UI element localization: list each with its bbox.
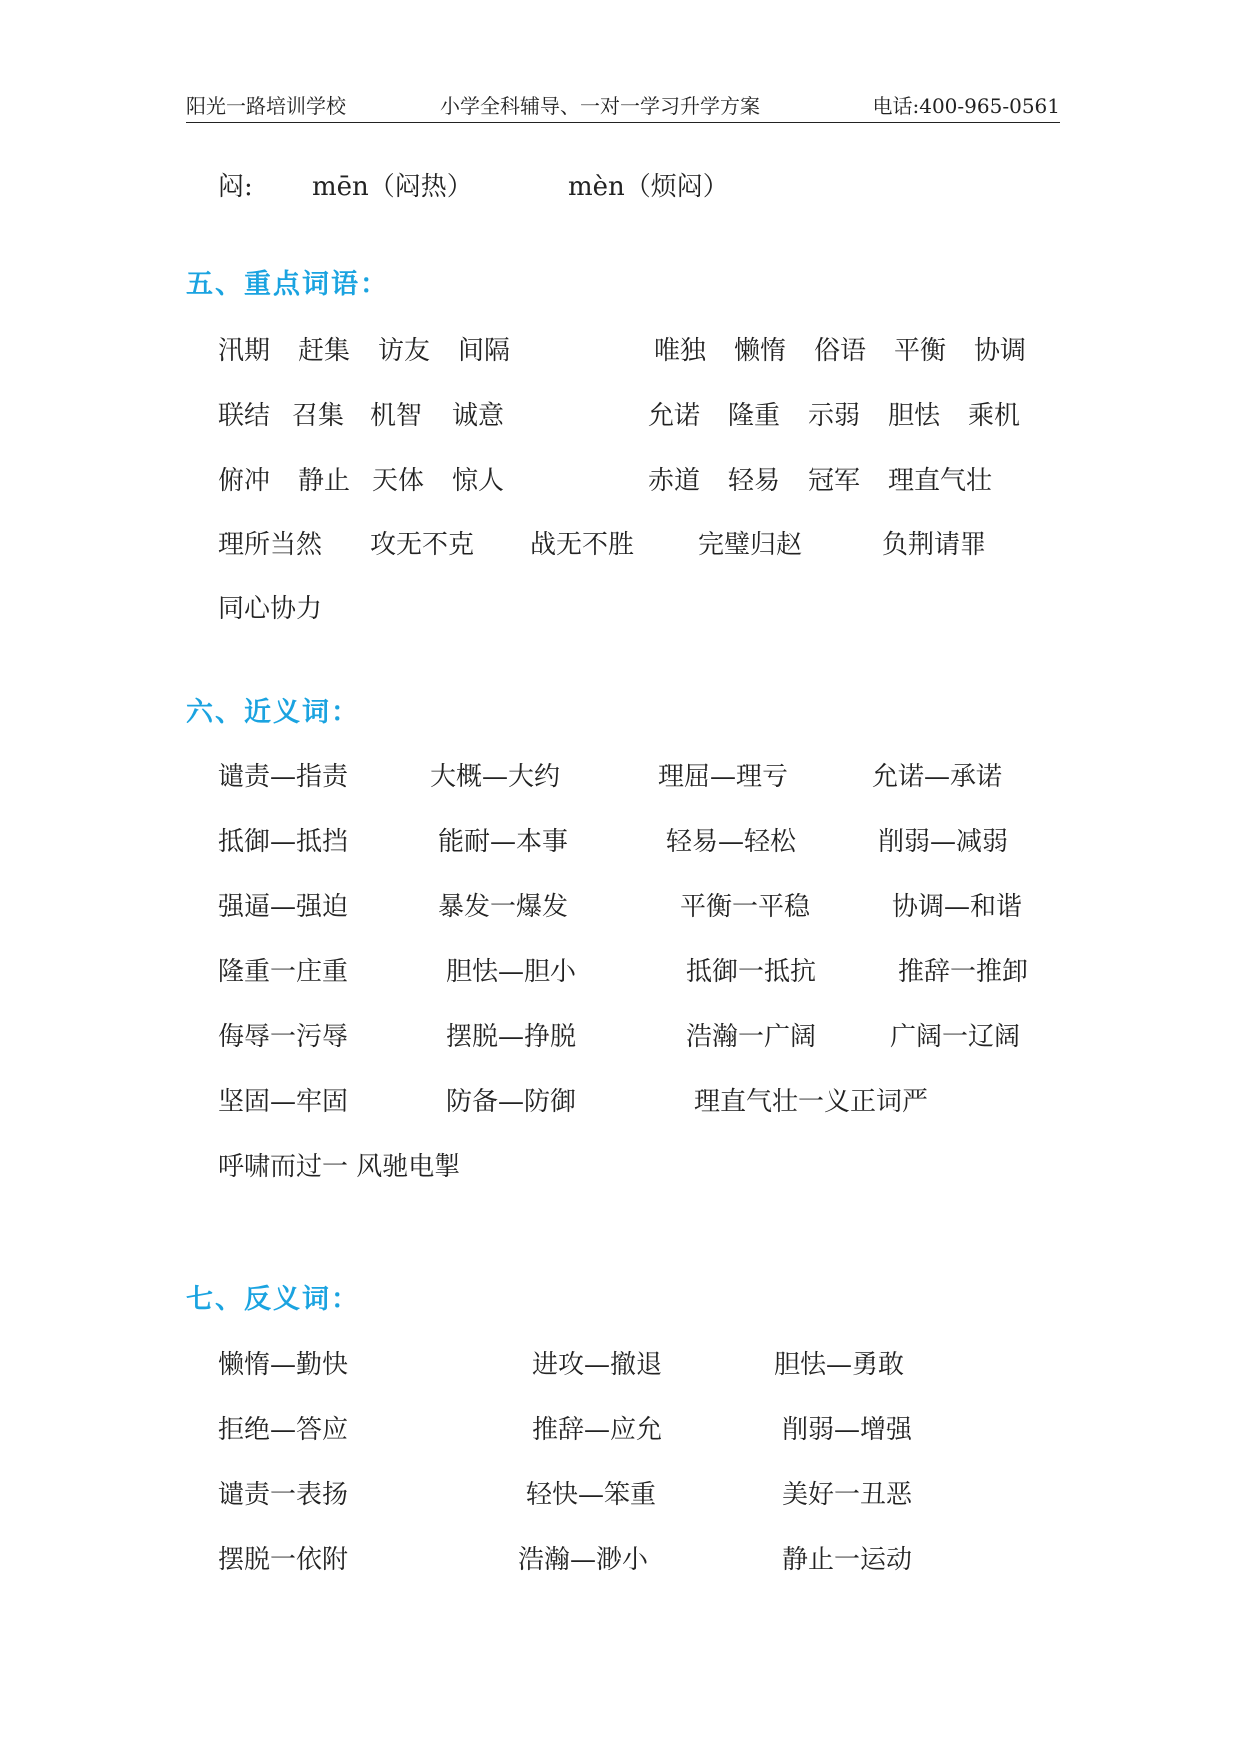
word-pair: 懒惰—勤快 — [218, 1350, 349, 1380]
word-pair: 削弱—减弱 — [878, 827, 1009, 857]
word: 间隔 — [458, 336, 511, 366]
word-pair: 坚固—牢固 — [218, 1087, 349, 1117]
word-pair: 浩瀚—渺小 — [518, 1545, 649, 1575]
word: 隆重 — [728, 401, 781, 431]
word: 允诺 — [648, 401, 701, 431]
word: 懒惰 — [734, 336, 787, 366]
word: 召集 — [292, 401, 345, 431]
pinyin-char: 闷: — [218, 172, 253, 202]
word-pair: 暴发一爆发 — [438, 892, 569, 922]
word: 理所当然 — [218, 530, 323, 560]
word-pair: 理屈—理亏 — [658, 762, 789, 792]
word: 赤道 — [648, 466, 701, 496]
word: 惊人 — [452, 466, 505, 496]
word-pair: 拒绝—答应 — [218, 1415, 349, 1445]
section5-title: 五、重点词语： — [186, 269, 389, 300]
word: 诚意 — [452, 401, 505, 431]
school-name: 阳光一路培训学校 — [186, 94, 346, 118]
word-pair: 隆重一庄重 — [218, 957, 349, 987]
word: 俯冲 — [218, 466, 271, 496]
word-pair: 削弱—增强 — [782, 1415, 913, 1445]
word: 胆怯 — [888, 401, 941, 431]
pinyin-reading-1: mēn（闷热） — [312, 172, 473, 202]
word: 访友 — [378, 336, 431, 366]
word-pair: 抵御一抵抗 — [686, 957, 817, 987]
word-pair: 静止一运动 — [782, 1545, 913, 1575]
word: 天体 — [372, 466, 425, 496]
word: 负荆请罪 — [882, 530, 987, 560]
word-pair: 美好一丑恶 — [782, 1480, 913, 1510]
word-pair: 协调—和谐 — [892, 892, 1023, 922]
word: 完璧归赵 — [698, 530, 803, 560]
word-pair: 胆怯—勇敢 — [774, 1350, 905, 1380]
word: 赶集 — [298, 336, 351, 366]
word: 同心协力 — [218, 594, 323, 624]
word-pair: 推辞—应允 — [532, 1415, 663, 1445]
word-pair: 轻快—笨重 — [526, 1480, 657, 1510]
word: 唯独 — [654, 336, 707, 366]
word-pair: 呼啸而过一 风驰电掣 — [218, 1152, 461, 1182]
word: 乘机 — [968, 401, 1021, 431]
word-pair: 轻易—轻松 — [666, 827, 797, 857]
word-pair: 平衡一平稳 — [680, 892, 811, 922]
word-pair: 谴责一表扬 — [218, 1480, 349, 1510]
word: 冠军 — [808, 466, 861, 496]
word: 汛期 — [218, 336, 271, 366]
word-pair: 大概—大约 — [430, 762, 561, 792]
word-pair: 防备—防御 — [446, 1087, 577, 1117]
word: 联结 — [218, 401, 271, 431]
word-pair: 胆怯—胆小 — [446, 957, 577, 987]
word-pair: 进攻—撤退 — [532, 1350, 663, 1380]
word-pair: 摆脱一依附 — [218, 1545, 349, 1575]
word: 示弱 — [808, 401, 861, 431]
word: 轻易 — [728, 466, 781, 496]
header-slogan: 小学全科辅导、一对一学习升学方案 — [440, 94, 760, 118]
word: 机智 — [370, 401, 423, 431]
word-pair: 强逼—强迫 — [218, 892, 349, 922]
word: 俗语 — [814, 336, 867, 366]
word-pair: 理直气壮一义正词严 — [694, 1087, 929, 1117]
word: 理直气壮 — [888, 466, 993, 496]
word-pair: 抵御—抵挡 — [218, 827, 349, 857]
word: 协调 — [974, 336, 1027, 366]
section6-title: 六、近义词： — [186, 697, 360, 728]
word: 平衡 — [894, 336, 947, 366]
word-pair: 侮辱一污辱 — [218, 1022, 349, 1052]
word-pair: 能耐—本事 — [438, 827, 569, 857]
section7-title: 七、反义词： — [186, 1284, 360, 1315]
word: 攻无不克 — [370, 530, 475, 560]
pinyin-reading-2: mèn（烦闷） — [568, 172, 729, 202]
word-pair: 浩瀚一广阔 — [686, 1022, 817, 1052]
word-pair: 允诺—承诺 — [872, 762, 1003, 792]
word-pair: 摆脱—挣脱 — [446, 1022, 577, 1052]
word: 静止 — [298, 466, 351, 496]
word-pair: 谴责—指责 — [218, 762, 349, 792]
word: 战无不胜 — [530, 530, 635, 560]
phone-number: 电话:400-965-0561 — [872, 94, 1060, 118]
page-header — [186, 88, 1060, 123]
word-pair: 广阔一辽阔 — [890, 1022, 1021, 1052]
word-pair: 推辞一推卸 — [898, 957, 1029, 987]
